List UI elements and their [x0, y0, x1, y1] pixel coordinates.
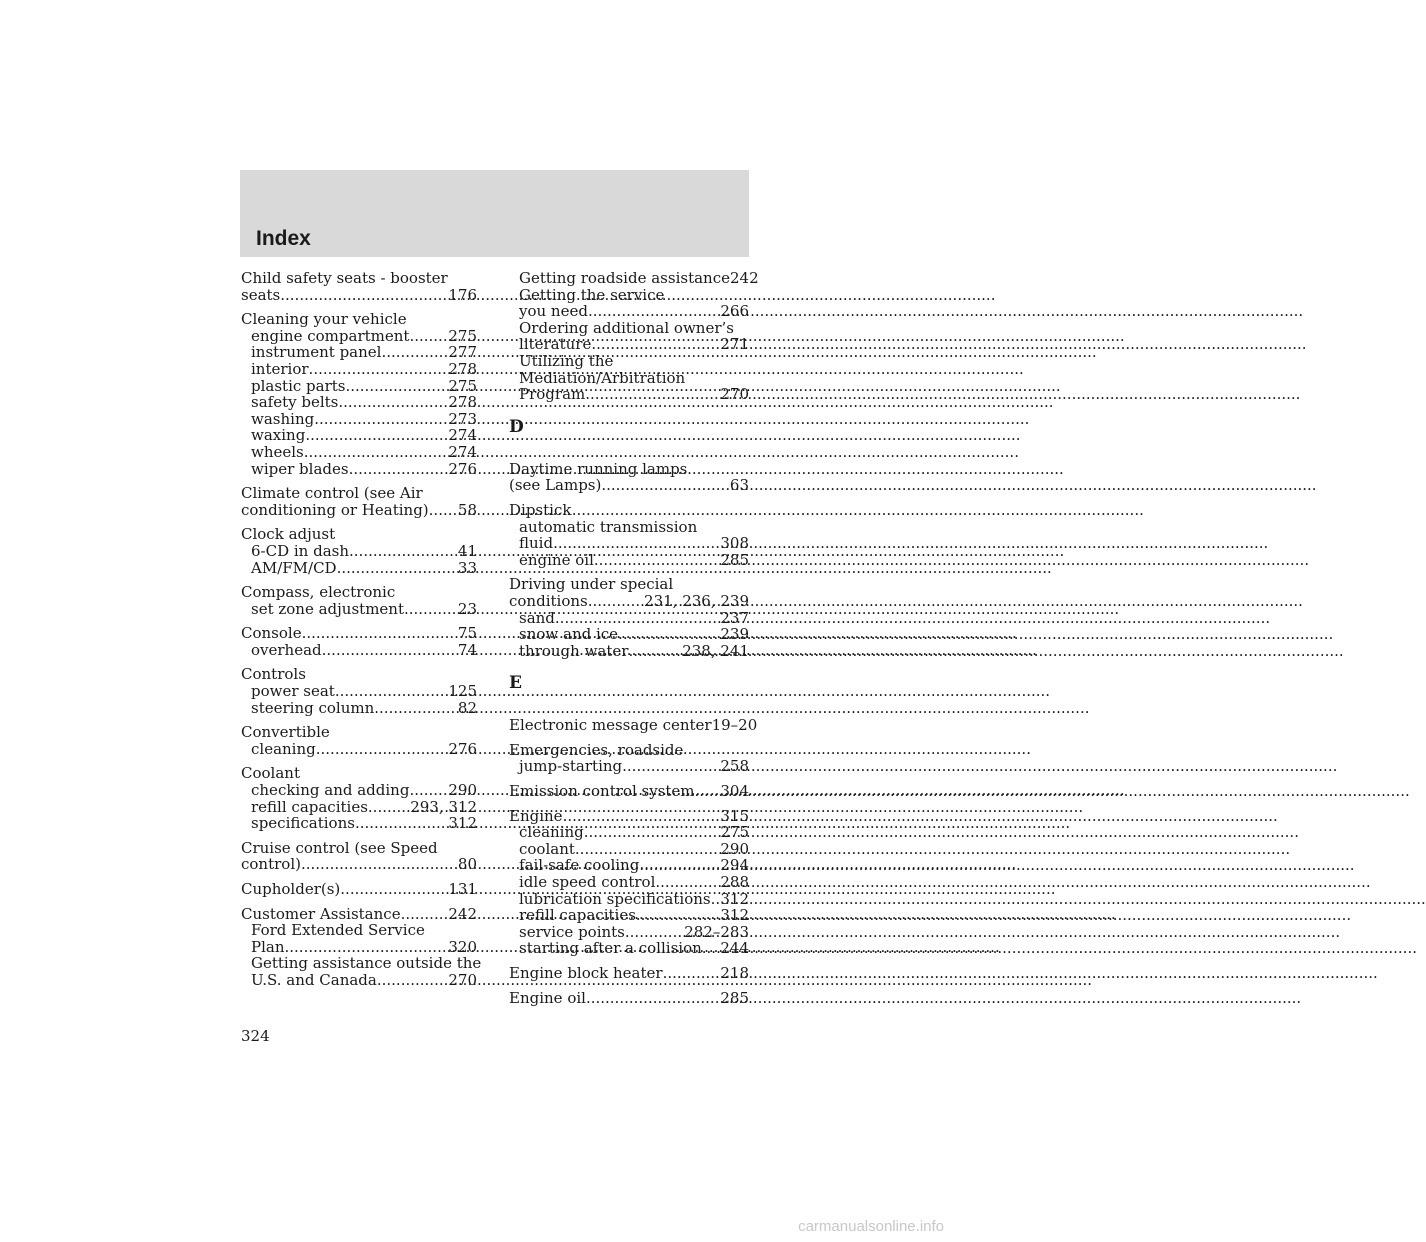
index-column-right [509, 269, 759, 1014]
index-entry [241, 485, 477, 518]
entry-text: Daytime running lamps [509, 459, 688, 478]
index-entry [509, 502, 749, 568]
entry-text: Controls [241, 665, 306, 684]
index-term [241, 724, 477, 741]
index-subentry [509, 303, 749, 320]
index-term [509, 477, 749, 494]
entry-text: engine oil [519, 550, 594, 569]
index-entry [241, 904, 482, 989]
dot-leader [314, 411, 448, 428]
entry-text: literature [519, 335, 592, 354]
index-subentry [241, 560, 477, 577]
index-term [241, 840, 477, 857]
page-title: Index [256, 227, 311, 250]
page-reference[interactable]: 275 [448, 376, 477, 395]
entry-text: Emergencies, roadside [509, 740, 684, 759]
index-subentry [241, 427, 477, 444]
entry-text: Cruise control (see Speed [241, 838, 438, 857]
dot-leader [586, 990, 720, 1007]
entry-text: Ford Extended Service [251, 921, 425, 940]
page-reference[interactable]: 304 [720, 782, 749, 801]
index-term [241, 287, 477, 304]
page-reference[interactable]: 58 [457, 500, 477, 519]
entry-text: wheels [251, 442, 304, 461]
page-reference[interactable]: 270 [720, 385, 749, 404]
entry-text: Emission control system [509, 782, 695, 801]
entry-text: steering column [251, 698, 375, 717]
page-reference[interactable]: 294 [720, 856, 749, 875]
entry-text: Ordering additional owner’s [519, 318, 734, 337]
entry-text: AM/FM/CD [251, 558, 337, 577]
index-subentry [241, 954, 482, 973]
index-subentry [509, 287, 749, 304]
page-reference[interactable]: 285 [720, 550, 749, 569]
page-reference[interactable]: 290 [720, 839, 749, 858]
entry-text: U.S. and Canada [251, 970, 377, 989]
page-reference[interactable]: 288 [720, 873, 749, 892]
entry-text: safety belts [251, 393, 339, 412]
dot-leader [338, 394, 448, 411]
index-term [509, 461, 749, 478]
index-subentry [509, 386, 749, 403]
page-reference[interactable]: 312 [448, 814, 477, 833]
dot-leader [355, 815, 448, 832]
index-subentry [509, 519, 749, 536]
page-reference[interactable]: 41 [457, 541, 477, 560]
index-subentry [509, 940, 749, 957]
entry-text: you need [519, 302, 588, 321]
entry-text: fail-safe cooling [519, 856, 640, 875]
index-entry [241, 270, 477, 303]
page-reference[interactable]: 275 [448, 326, 477, 345]
entry-text: Program [519, 385, 586, 404]
index-subentry [509, 626, 749, 643]
dot-leader [409, 328, 448, 345]
index-subentry [241, 361, 477, 378]
dot-leader [663, 965, 721, 982]
index-subentry [509, 643, 749, 660]
entry-text: idle speed control [519, 873, 656, 892]
page-reference[interactable]: 231, 236, 239 [644, 591, 749, 610]
page-reference[interactable]: 237 [720, 608, 749, 627]
index-subentry [509, 924, 749, 941]
entry-text: specifications [251, 814, 355, 833]
page-reference[interactable]: 270 [448, 970, 477, 989]
index-term [241, 765, 477, 782]
section-letter: E [509, 673, 522, 694]
dot-leader [349, 461, 449, 478]
dot-leader [349, 543, 458, 560]
entry-text: cleaning [519, 823, 584, 842]
index-subentry [241, 328, 477, 345]
entry-text: refill capacities [251, 797, 368, 816]
dot-leader [563, 808, 721, 825]
dot-leader [588, 593, 644, 610]
index-term [241, 625, 477, 642]
dot-leader [594, 552, 720, 569]
page-reference[interactable]: 23 [457, 599, 477, 618]
page-reference[interactable]: 131 [448, 880, 477, 898]
index-subentry [241, 683, 477, 700]
page-reference[interactable]: 278 [448, 393, 477, 412]
index-term [241, 485, 477, 502]
entry-text: Engine [509, 806, 563, 825]
page-reference[interactable]: 242 [448, 904, 477, 923]
page-reference[interactable]: 266 [720, 302, 749, 321]
section-letter: D [509, 416, 524, 437]
dot-leader [304, 444, 449, 461]
index-header [240, 170, 749, 257]
entry-text: Customer Assistance [241, 904, 401, 923]
entry-text: Utilizing the [519, 351, 614, 370]
entry-text: conditions [509, 591, 588, 610]
entry-text: power seat [251, 682, 335, 701]
dot-leader [285, 939, 449, 956]
page-reference[interactable]: 74 [457, 640, 477, 659]
entry-text: plastic parts [251, 376, 346, 395]
index-subentry [509, 758, 749, 775]
index-subentry [241, 461, 477, 478]
dot-leader [305, 427, 448, 444]
dot-leader [374, 700, 458, 717]
dot-leader [337, 560, 458, 577]
watermark: carmanualsonline.info [798, 1218, 944, 1235]
page-reference[interactable]: 276 [448, 739, 477, 758]
index-term [241, 502, 477, 519]
page-reference[interactable]: 290 [448, 781, 477, 800]
page-reference[interactable]: 293, 312 [410, 797, 477, 816]
entry-text: snow and ice [519, 625, 619, 644]
entry-text: Clock adjust [241, 525, 336, 544]
dot-leader [585, 386, 720, 403]
entry-text: interior [251, 359, 309, 378]
index-subentry [509, 370, 749, 387]
entry-text: coolant [519, 839, 575, 858]
page-reference[interactable]: 273 [448, 409, 477, 428]
dot-leader [345, 378, 448, 395]
page-reference[interactable]: 282–283 [684, 922, 749, 941]
page-reference[interactable]: 258 [720, 757, 749, 776]
index-entry [241, 724, 477, 757]
entry-text: set zone adjustment [251, 599, 404, 618]
index-entry [509, 576, 749, 659]
dot-leader [575, 841, 720, 858]
index-subentry [509, 857, 749, 874]
entry-text: Cupholder(s) [241, 880, 341, 898]
entry-text: refill capacities [519, 906, 636, 925]
index-entry [241, 625, 477, 658]
index-subentry [241, 394, 477, 411]
entry-text: conditioning or Heating) [241, 500, 429, 519]
page-reference[interactable]: 276 [448, 459, 477, 478]
entry-text: Compass, electronic [241, 583, 396, 602]
index-term [509, 716, 758, 735]
page-reference[interactable]: 271 [720, 335, 749, 354]
entry-text: lubrication specifications [519, 889, 711, 908]
entry-text: Plan [251, 937, 285, 956]
dot-leader [591, 336, 720, 353]
entry-text: Mediation/Arbitration [519, 368, 686, 387]
entry-text: seats [241, 285, 281, 304]
dot-leader [409, 782, 448, 799]
page-reference[interactable]: 63 [729, 476, 749, 495]
dot-leader [302, 625, 458, 642]
page-reference[interactable]: 244 [720, 939, 749, 958]
index-entry [241, 881, 477, 898]
page-reference[interactable]: 80 [457, 855, 477, 874]
index-subentry [241, 444, 477, 461]
dot-leader [555, 610, 720, 627]
entry-text: Engine block heater [509, 964, 663, 982]
index-term [509, 742, 749, 759]
index-subentry [241, 344, 477, 361]
index-subentry [241, 543, 477, 560]
dot-leader [584, 824, 721, 841]
dot-leader [618, 626, 720, 643]
index-entry [241, 840, 477, 873]
index-entry [241, 311, 477, 477]
page-reference[interactable]: 312 [720, 889, 749, 908]
index-entry [509, 716, 758, 735]
index-subentry [241, 411, 477, 428]
entry-text: Convertible [241, 723, 330, 742]
page-reference[interactable]: 308 [720, 534, 749, 553]
dot-leader [655, 874, 720, 891]
page-reference[interactable]: 33 [457, 558, 477, 577]
entry-text: Coolant [241, 764, 300, 783]
index-term [509, 808, 749, 825]
dot-leader [368, 799, 410, 816]
entry-text: control) [241, 855, 301, 874]
dot-leader [381, 344, 448, 361]
page-reference[interactable]: 275 [720, 823, 749, 842]
dot-leader [429, 502, 458, 519]
dot-leader [401, 906, 449, 923]
index-term [509, 783, 749, 800]
entry-text: 6-CD in dash [251, 541, 350, 560]
index-entry [509, 965, 749, 982]
index-term [241, 526, 477, 543]
index-subentry [509, 891, 749, 908]
index-subentry [241, 741, 477, 758]
dot-leader [335, 683, 449, 700]
index-subentry [509, 535, 749, 552]
index-entry [509, 808, 749, 957]
dot-leader [601, 477, 730, 494]
dot-leader [309, 361, 449, 378]
index-entry [509, 783, 749, 800]
entry-text: wiper blades [251, 459, 349, 478]
index-subentry [241, 601, 477, 618]
index-term [241, 666, 477, 683]
dot-leader [639, 857, 720, 874]
entry-text: Getting the service [519, 285, 665, 304]
entry-text: service points [519, 922, 625, 941]
index-subentry [509, 874, 749, 891]
index-subentry [509, 552, 749, 569]
index-entry [509, 269, 759, 404]
dot-leader [322, 642, 458, 659]
index-term [241, 881, 477, 898]
index-entry [509, 990, 749, 1007]
entry-text: Electronic message center [509, 716, 712, 735]
entry-text: Child safety seats - booster [241, 269, 448, 287]
entry-text: Getting assistance outside the [251, 954, 482, 973]
entry-text: overhead [251, 640, 322, 659]
index-term [509, 576, 749, 593]
index-subentry [241, 815, 477, 832]
index-subentry [509, 269, 759, 287]
index-term [241, 856, 477, 873]
index-entry [241, 584, 477, 617]
entry-text: sand [519, 608, 555, 627]
dot-leader [695, 783, 721, 800]
page-reference[interactable]: 285 [720, 988, 749, 1007]
page-reference[interactable]: 19–20 [711, 716, 758, 735]
index-subentry [509, 841, 749, 858]
dot-leader [316, 741, 449, 758]
index-subentry [509, 320, 749, 337]
index-subentry [241, 642, 477, 659]
dot-leader [622, 758, 720, 775]
dot-leader [280, 287, 448, 304]
dot-leader [625, 924, 684, 941]
dot-leader [711, 891, 721, 908]
page-reference[interactable]: 242 [729, 269, 759, 287]
entry-text: engine compartment [251, 326, 410, 345]
page-reference[interactable]: 278 [448, 359, 477, 378]
page-reference[interactable]: 239 [720, 625, 749, 644]
entry-text: Driving under special [509, 575, 674, 594]
entry-text: Console [241, 624, 302, 643]
index-subentry [241, 972, 477, 989]
index-subentry [241, 782, 477, 799]
page-reference[interactable]: 274 [448, 442, 477, 461]
index-entry [241, 765, 477, 831]
page-reference[interactable]: 218 [720, 964, 749, 982]
page-number: 324 [241, 1027, 270, 1045]
index-subentry [509, 336, 749, 353]
entry-text: fluid [519, 534, 554, 553]
index-subentry [509, 353, 749, 370]
index-subentry [241, 378, 477, 395]
index-subentry [241, 922, 477, 939]
page-reference[interactable]: 82 [457, 698, 477, 717]
dot-leader [588, 303, 720, 320]
index-subentry [241, 700, 477, 717]
index-subentry [509, 907, 749, 924]
entry-text: waxing [251, 426, 306, 445]
index-entry [509, 461, 749, 494]
dot-leader [377, 972, 449, 989]
index-subentry [241, 939, 477, 956]
entry-text: (see Lamps) [509, 476, 602, 495]
page-reference[interactable]: 274 [448, 426, 477, 445]
index-term [241, 906, 477, 923]
dot-leader [340, 881, 448, 898]
entry-text: Engine oil [509, 988, 586, 1007]
index-term [241, 270, 477, 287]
index-term [241, 311, 477, 328]
dot-leader [702, 940, 721, 957]
index-column-left [241, 269, 482, 997]
index-term [509, 965, 749, 982]
entry-text: Dipstick [509, 500, 572, 519]
page-reference[interactable]: 315 [720, 806, 749, 825]
page-reference[interactable]: 238, 241 [682, 641, 749, 660]
entry-text: cleaning [251, 739, 316, 758]
index-term [509, 593, 749, 610]
page-reference[interactable]: 320 [448, 937, 477, 956]
page-reference[interactable]: 125 [448, 682, 477, 701]
index-entry [241, 666, 477, 716]
entry-text: washing [251, 409, 315, 428]
index-subentry [509, 824, 749, 841]
dot-leader [628, 643, 682, 660]
index-entry [509, 742, 749, 775]
index-subentry [241, 799, 477, 816]
index-entry [241, 526, 477, 576]
entry-text: jump-starting [519, 757, 623, 776]
entry-text: through water [519, 641, 629, 660]
entry-text: Getting roadside assistance [519, 269, 730, 287]
dot-leader [636, 907, 720, 924]
page-reference[interactable]: 312 [720, 906, 749, 925]
entry-text: automatic transmission [519, 517, 698, 536]
entry-text: checking and adding [251, 781, 410, 800]
index-term [509, 990, 749, 1007]
page-reference[interactable]: 176 [448, 285, 477, 304]
page-reference[interactable]: 277 [448, 343, 477, 362]
entry-text: starting after a collision [519, 939, 702, 958]
dot-leader [404, 601, 458, 618]
entry-text: Climate control (see Air [241, 484, 423, 503]
entry-text: Cleaning your vehicle [241, 310, 407, 329]
entry-text: instrument panel [251, 343, 382, 362]
index-term [241, 584, 477, 601]
dot-leader [553, 535, 720, 552]
dot-leader [301, 856, 458, 873]
page-reference[interactable]: 75 [457, 624, 477, 643]
index-term [509, 502, 749, 519]
index-subentry [509, 610, 749, 627]
